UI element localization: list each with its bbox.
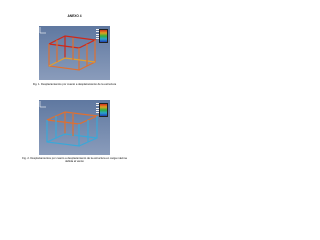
page-heading: ANEXO 4 [67, 14, 82, 18]
figure-2-panel [39, 100, 110, 155]
figure-2-caption: Fig. 2. Desplazamientos por cuanto a desplazamiento de la estructura en carga máxima debida al viento [22, 157, 127, 164]
figure-2-axis-triad-icon [39, 100, 47, 108]
figure-2-color-legend [99, 103, 108, 117]
figure-1-caption: Fig. 1. Desplazamientos por cuanto a desplazamiento de la estructura [32, 83, 117, 86]
figure-1-axis-triad-icon [39, 26, 47, 34]
figure-1-color-legend [99, 29, 108, 43]
figure-1-panel [39, 26, 110, 80]
